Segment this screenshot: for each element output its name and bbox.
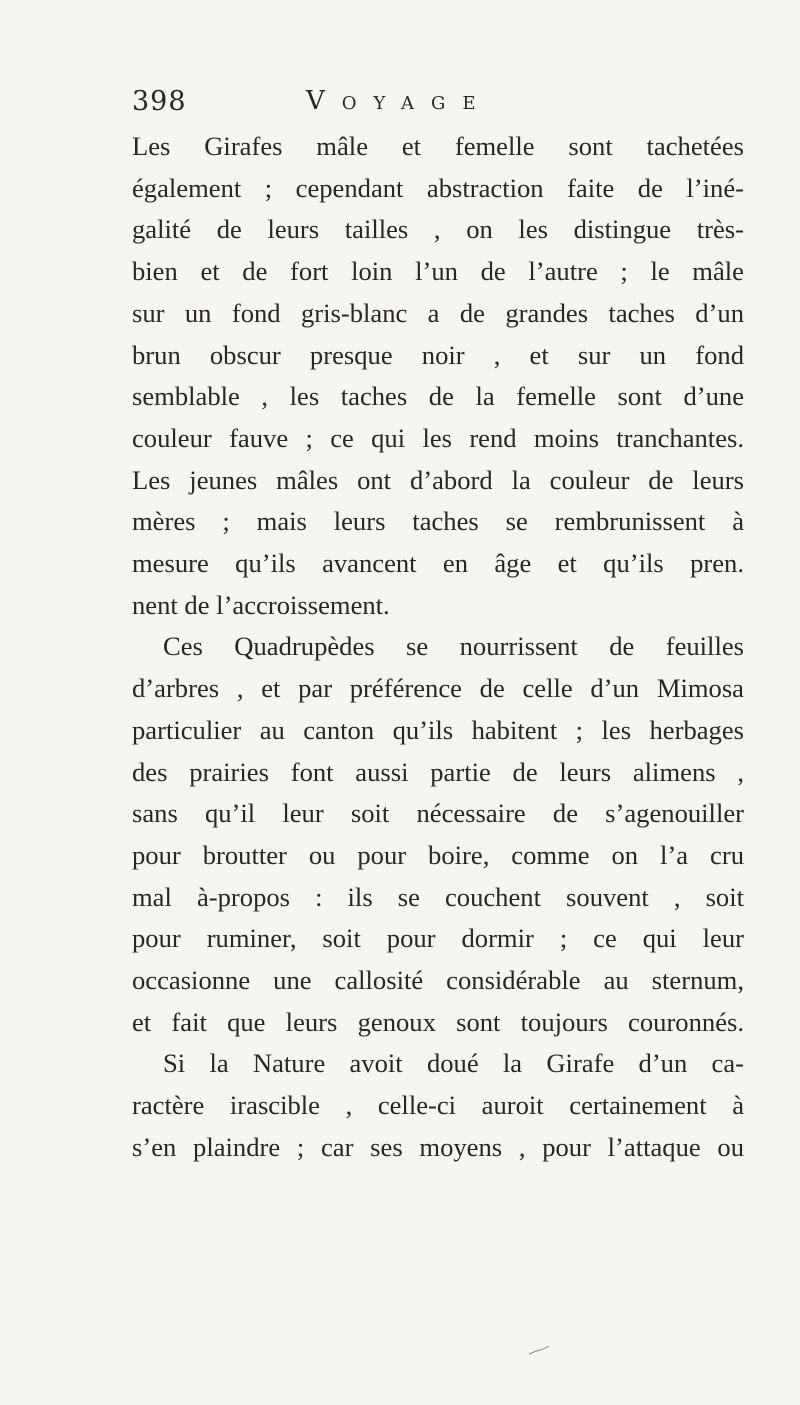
text-line: pour ruminer, soit pour dormir ; ce qui leur	[132, 923, 744, 954]
text-line: nent de l’accroissement.	[132, 589, 390, 620]
text-line: Ces Quadrupèdes se nourrissent de feuilles	[163, 631, 744, 662]
text-line: s’en plaindre ; car ses moyens , pour l’attaque ou	[132, 1131, 744, 1162]
text-line: d’arbres , et par préférence de celle d’un Mimosa	[132, 673, 744, 704]
text-line: sur un fond gris-blanc a de grandes taches d’un	[132, 297, 744, 328]
text-line: des prairies font aussi partie de leurs alimens ,	[132, 756, 744, 787]
text-line: également ; cependant abstraction faite de l’iné-	[132, 172, 744, 203]
text-line: Les jeunes mâles ont d’abord la couleur de leurs	[132, 464, 744, 495]
text-line: couleur fauve ; ce qui les rend moins tranchantes.	[132, 422, 744, 453]
text-line: pour broutter ou pour boire, comme on l’a cru	[132, 839, 744, 870]
text-line: et fait que leurs genoux sont toujours couronnés.	[132, 1006, 744, 1037]
body-text	[132, 126, 744, 1169]
ink-mark	[528, 1345, 550, 1355]
page-number: 398	[132, 86, 187, 117]
text-line: bien et de fort loin l’un de l’autre ; le mâle	[132, 256, 744, 287]
text-line: mères ; mais leurs taches se rembrunissent à	[132, 506, 744, 537]
text-line: mal à-propos : ils se couchent souvent , soit	[132, 881, 744, 912]
text-line: brun obscur presque noir , et sur un fond	[132, 339, 744, 370]
text-line: occasionne une callosité considérable au sternum,	[132, 965, 744, 996]
text-line: ractère irascible , celle-ci auroit certainement à	[132, 1090, 744, 1121]
page-header	[132, 86, 732, 126]
text-line: semblable , les taches de la femelle sont d’une	[132, 381, 744, 412]
text-line: particulier au canton qu’ils habitent ; les herbages	[132, 714, 744, 745]
text-line: Les Girafes mâle et femelle sont tachetées	[132, 131, 744, 161]
text-line: Si la Nature avoit doué la Girafe d’un ca-	[163, 1048, 744, 1079]
running-title: Voyage	[306, 86, 493, 116]
text-line: mesure qu’ils avancent en âge et qu’ils pren.	[132, 548, 744, 579]
text-line: galité de leurs tailles , on les distingue très-	[132, 214, 744, 245]
text-line: sans qu’il leur soit nécessaire de s’agenouiller	[132, 798, 744, 829]
